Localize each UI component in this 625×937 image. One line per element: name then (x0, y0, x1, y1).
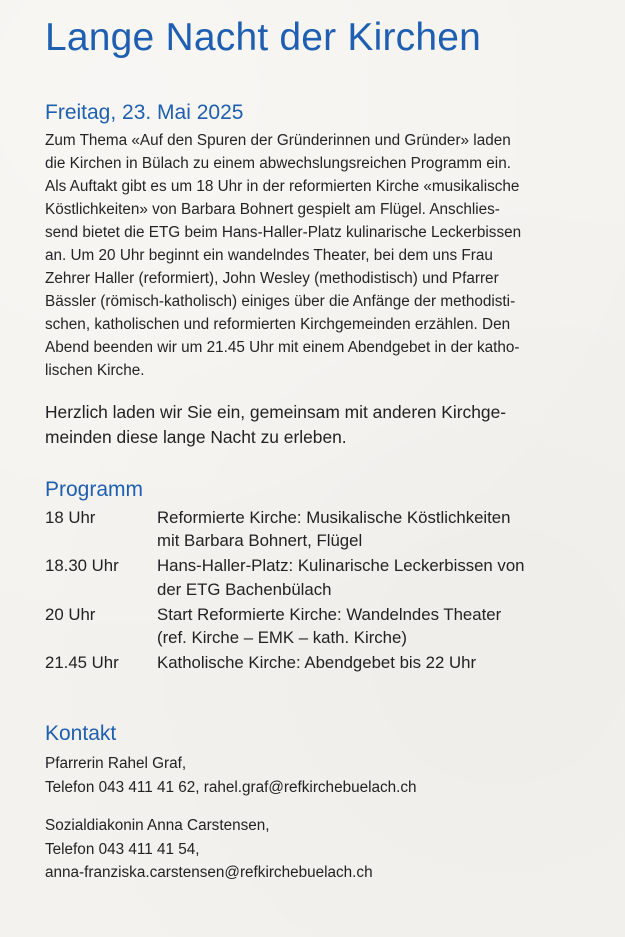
contact-line: anna-franziska.carstensen@refkirchebuelach.ch (45, 864, 373, 882)
document-title: Lange Nacht der Kirchen (45, 16, 482, 59)
program-item (45, 554, 605, 600)
program-description (157, 651, 476, 674)
program-time: 18 Uhr (45, 508, 96, 527)
program-heading: Programm (45, 478, 144, 501)
contact-heading: Kontakt (45, 722, 117, 746)
program-description (157, 603, 501, 649)
program-description-line: Katholische Kirche: Abendgebet bis 22 Uhr (157, 653, 477, 673)
intro-line: send bietet die ETG beim Hans-Haller-Platz kulinarische Leckerbissen (45, 224, 522, 241)
intro-paragraph (45, 129, 610, 382)
intro-line: die Kirchen in Bülach zu einem abwechslungsreichen Programm ein. (45, 155, 511, 172)
program-item (45, 506, 605, 552)
program-description (157, 554, 524, 600)
intro-line: lischen Kirche. (45, 362, 145, 379)
program-list (45, 506, 605, 674)
contact-line: Telefon 043 411 41 62, rahel.graf@refkirchebuelach.ch (45, 778, 417, 796)
program-description-line: der ETG Bachenbülach (157, 579, 332, 599)
program-description-line: Hans-Haller-Platz: Kulinarische Leckerbissen von (157, 556, 525, 576)
program-description-line: (ref. Kirche – EMK – kath. Kirche) (157, 628, 407, 648)
intro-line: schen, katholischen und reformierten Kirchgemeinden erzählen. Den (45, 316, 511, 333)
intro-line: Abend beenden wir um 21.45 Uhr mit einem Abendgebet in der katho- (45, 339, 520, 356)
contact-line: Telefon 043 411 41 54, (45, 840, 200, 858)
contact-person (45, 814, 605, 885)
intro-line: Zum Thema «Auf den Spuren der Gründerinnen und Gründer» laden (45, 132, 511, 149)
intro-line: Bässler (römisch-katholisch) einiges über die Anfänge der methodisti- (45, 293, 516, 310)
program-description-line: Reformierte Kirche: Musikalische Köstlichkeiten (157, 508, 511, 527)
program-time: 20 Uhr (45, 604, 96, 624)
contact-line: Pfarrerin Rahel Graf, (45, 755, 187, 773)
program-description-line: mit Barbara Bohnert, Flügel (157, 531, 363, 551)
contact-line: Sozialdiakonin Anna Carstensen, (45, 817, 270, 835)
intro-line: Köstlichkeiten» von Barbara Bohnert gespielt am Flügel. Anschlies- (45, 201, 500, 218)
invitation-line: meinden diese lange Nacht zu erleben. (45, 427, 347, 447)
program-item (45, 651, 605, 674)
program-time: 21.45 Uhr (45, 653, 119, 673)
intro-line: Als Auftakt gibt es um 18 Uhr in der reformierten Kirche «musikalische (45, 178, 520, 195)
program-description (157, 506, 510, 552)
program-description-line: Start Reformierte Kirche: Wandelndes Theater (157, 604, 502, 624)
intro-line: Zehrer Haller (reformiert), John Wesley (methodistisch) und Pfarrer (45, 270, 499, 287)
intro-line: an. Um 20 Uhr beginnt ein wandelndes Theater, bei dem uns Frau (45, 247, 493, 264)
contact-section (45, 752, 605, 885)
program-time: 18.30 Uhr (45, 556, 119, 576)
contact-person (45, 752, 605, 799)
event-date: Freitag, 23. Mai 2025 (45, 101, 244, 124)
invitation-paragraph (45, 400, 605, 450)
invitation-line: Herzlich laden wir Sie ein, gemeinsam mit anderen Kirchge- (45, 402, 507, 422)
program-item (45, 603, 605, 649)
